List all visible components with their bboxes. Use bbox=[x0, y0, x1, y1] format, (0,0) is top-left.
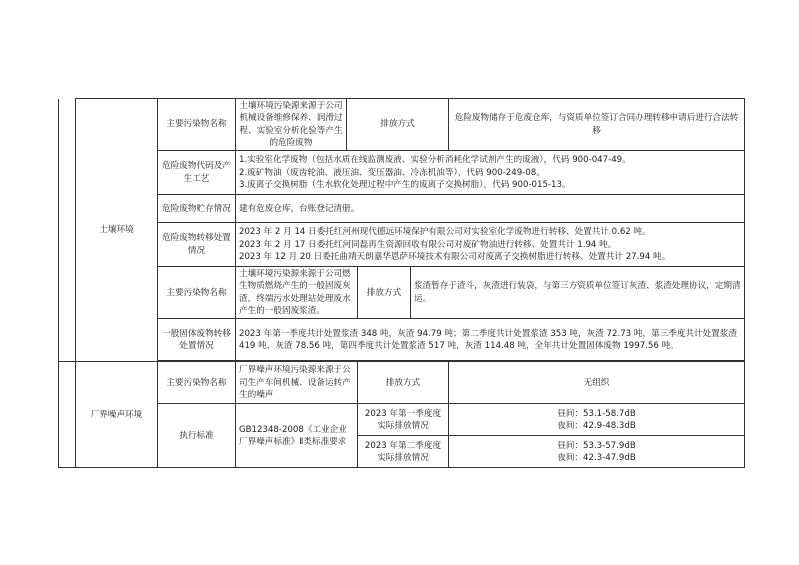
list-item: 2023 年 2 月 14 日委托红河州现代德远环境保护有限公司对实验室化学废物进行转移、处置共计 0.62 吨。 bbox=[239, 227, 651, 238]
noise-discharge-label: 排放方式 bbox=[358, 362, 449, 404]
table-row bbox=[59, 195, 745, 223]
noise-q1-values bbox=[449, 404, 745, 436]
noise-discharge-text: 无组织 bbox=[449, 362, 745, 404]
blank-margin-cell bbox=[59, 99, 76, 362]
soil-discharge-label: 排放方式 bbox=[347, 99, 449, 151]
list-item: 1.实验室化学废物（包括水质在线监测废液、实验分析消耗化学试剂产生的废液），代码 900-047-49。 bbox=[239, 155, 631, 166]
list-item: 2.废矿物油（废齿轮油、液压油、变压器油、冷冻机油等），代码 900-249-08。 bbox=[239, 167, 545, 178]
noise-pollutants-text: 厂界噪声环境污染源来源于公司生产车间机械、设备运转产生的噪声 bbox=[236, 362, 358, 404]
noise-standard-text: GB12348-2008《工业企业厂界噪声标准》Ⅱ类标准要求 bbox=[236, 404, 358, 468]
noise-standard-label: 执行标准 bbox=[158, 404, 236, 468]
list-item: 3.废离子交换树脂（生水软化处理过程中产生的废离子交换树脂），代码 900-015-13。 bbox=[239, 179, 571, 190]
soil-storage-text: 建有危废仓库，台账登记清册。 bbox=[236, 195, 745, 223]
noise-q2-values bbox=[449, 436, 745, 468]
noise-q2-night: 夜间：42.3-47.9dB bbox=[557, 452, 636, 463]
noise-pollutants-label: 主要污染物名称 bbox=[158, 362, 236, 404]
blank-margin-cell bbox=[59, 362, 76, 468]
noise-q1-day: 昼间：53.1-58.7dB bbox=[557, 408, 636, 419]
environment-table bbox=[58, 98, 745, 468]
list-item: 2023 年 12 月 20 日委托曲靖天朗嘉华恩萨环境技术有限公司对废离子交换树脂进行转移、处置共计 27.94 吨。 bbox=[239, 251, 671, 262]
environment-table-container bbox=[58, 98, 744, 468]
table-row bbox=[59, 362, 745, 404]
soil-transfer-label: 危险废物转移处置情况 bbox=[158, 223, 236, 267]
list-item: 2023 年 2 月 17 日委托红河同磊再生资源回收有限公司对废矿物油进行转移、处置共计 1.94 吨。 bbox=[239, 239, 617, 250]
table-row bbox=[59, 99, 745, 151]
noise-q2-day: 昼间：53.3-57.9dB bbox=[557, 440, 636, 451]
noise-q2-label: 2023 年第二季度度实际排放情况 bbox=[358, 436, 449, 468]
soil-discharge-text: 危险废物储存于危废仓库，与资质单位签订合同办理转移申请后进行合法转移 bbox=[449, 99, 745, 151]
soil-section-label: 土壤环境 bbox=[76, 99, 158, 362]
soil-pollutants-text: 土壤环境污染源来源于公司机械设备维修保养、润滑过程、实验室分析化验等产生的危险废物 bbox=[236, 99, 347, 151]
solid-transfer-text: 2023 年第一季度共计处置浆渣 348 吨，灰渣 94.79 吨；第二季度共计处置浆渣 353 吨，灰渣 72.73 吨，第三季度共计处置浆渣 419 吨，灰渣 78.56 吨，第四季度共计处置浆渣 517 吨，灰渣 114.48 吨，全年共计处置固体废物 1997.56 吨。 bbox=[236, 319, 745, 361]
solid-pollutants-label: 主要污染物名称 bbox=[158, 267, 236, 319]
table-row bbox=[59, 151, 745, 195]
table-row bbox=[59, 404, 745, 436]
soil-transfer-cell bbox=[236, 223, 745, 267]
table-row bbox=[59, 267, 745, 319]
soil-codes-cell bbox=[236, 151, 745, 195]
table-row bbox=[59, 223, 745, 267]
solid-discharge-text: 浆渣暂存于渣斗，灰渣进行装袋，与第三方资质单位签订灰渣、浆渣处理协议，定期清运。 bbox=[411, 267, 745, 319]
soil-pollutants-label: 主要污染物名称 bbox=[158, 99, 236, 151]
soil-storage-label: 危险废物贮存情况 bbox=[158, 195, 236, 223]
table-row bbox=[59, 319, 745, 361]
soil-codes-label: 危险废物代码及产生工艺 bbox=[158, 151, 236, 195]
solid-discharge-label: 排放方式 bbox=[358, 267, 411, 319]
noise-section-label: 厂界噪声环境 bbox=[76, 362, 158, 468]
solid-transfer-label: 一般固体废物转移处置情况 bbox=[158, 319, 236, 361]
solid-pollutants-text: 土壤环境污染源来源于公司燃生物质燃烧产生的一般固废灰渣，终端污水处理站处理废水产生的一般固废浆渣。 bbox=[236, 267, 358, 319]
noise-q1-label: 2023 年第一季度度实际排放情况 bbox=[358, 404, 449, 436]
noise-q1-night: 夜间：42.9-48.3dB bbox=[557, 420, 636, 431]
